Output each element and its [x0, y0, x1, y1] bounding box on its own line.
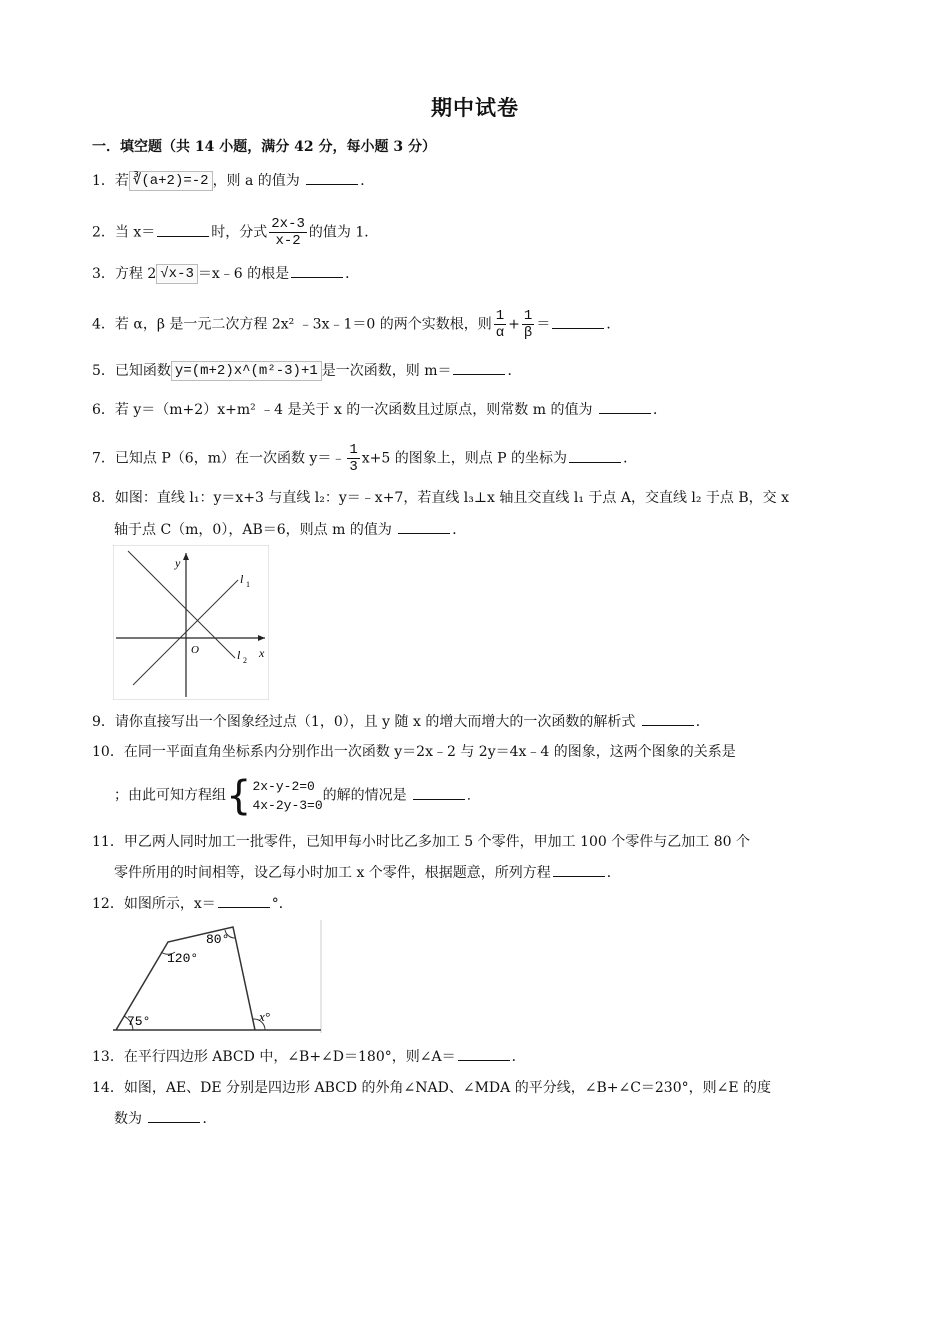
origin-label: O — [191, 644, 199, 656]
figure-8-graph — [113, 545, 269, 700]
question-6: 6．若 y＝（m+2）x+m² ﹣4 是关于 x 的一次函数且过原点，则常数 m 的值为 ． — [92, 399, 667, 420]
question-14-line2: 数为 ． — [114, 1108, 216, 1129]
l1-label: l — [240, 572, 244, 586]
svg-text:2: 2 — [243, 656, 247, 665]
q1-number: 1． — [92, 173, 115, 189]
question-13: 13．在平行四边形 ABCD 中，∠B+∠D＝180°，则∠A＝ ． — [92, 1046, 526, 1067]
q11-blank[interactable] — [553, 862, 605, 877]
q4-fraction-beta: $\frac{1}{\beta}$ — [523, 308, 533, 341]
q12-blank[interactable] — [218, 893, 270, 908]
question-11: 11．甲乙两人同时加工一批零件，已知甲每小时比乙多加工 5 个零件，甲加工 100 个零件与乙加工 80 个 — [92, 834, 750, 850]
q7-fraction: $\frac{1}{3}$ — [349, 442, 358, 475]
q1-equation: ∛(a+2)=-2 — [129, 171, 213, 191]
q3-radical: √x-3 — [156, 264, 198, 284]
q6-blank[interactable] — [599, 399, 651, 414]
question-1: 1．若 ∛(a+2)=-2 ，则 a 的值为 ． — [92, 170, 374, 191]
question-8-line2: 轴于点 C（m，0），AB＝6，则点 m 的值为 ． — [114, 519, 466, 540]
q1-blank[interactable] — [306, 170, 358, 185]
question-14: 14．如图，AE、DE 分别是四边形 ABCD 的外角∠NAD、∠MDA 的平分线，∠B+∠C＝230°，则∠E 的度 — [92, 1080, 772, 1096]
angle-75: 75° — [127, 1014, 151, 1029]
x-label: x — [259, 646, 265, 660]
question-12: 12．如图所示，x＝ °． — [92, 893, 293, 914]
question-7: 7．已知点 P（6，m）在一次函数 y＝﹣ $\frac{1}{3}$ x+5 的图象上，则点 P 的坐标为 ． — [92, 442, 638, 475]
question-11-line2: 零件所用的时间相等，设乙每小时加工 x 个零件，根据题意，所列方程 ． — [114, 862, 621, 883]
question-10: 10．在同一平面直角坐标系内分别作出一次函数 y＝2x﹣2 与 2y＝4x﹣4 的图象，这两个图象的关系是 — [92, 744, 736, 760]
q4-fraction-alpha: $\frac{1}{\alpha}$ — [495, 308, 505, 341]
q1-post: ，则 a 的值为 — [212, 173, 300, 189]
question-10-line2: ；由此可知方程组 { 2x-y-2=0 4x-2y-3=0 的解的情况是 ． — [114, 773, 480, 819]
q2-blank[interactable] — [157, 222, 209, 237]
q13-blank[interactable] — [458, 1046, 510, 1061]
l2-label: l — [237, 648, 241, 662]
angle-x: x° — [259, 1009, 270, 1024]
angle-80: 80° — [206, 932, 230, 947]
question-4: 4．若 α，β 是一元二次方程 2x² ﹣3x﹣1＝0 的两个实数根，则 $\frac{1}{\alpha}$ + $\frac{1}{\beta}$ ＝ ． — [92, 308, 621, 341]
q1-pre: 若 — [114, 173, 129, 189]
angle-120: 120° — [167, 951, 199, 966]
question-2: 2．当 x＝ 时，分式 $\frac{2x-3}{x-2}$ 的值为 1． — [92, 216, 379, 249]
q3-blank[interactable] — [291, 263, 343, 278]
question-3: 3．方程 2 √x-3 ＝x﹣6 的根是 ． — [92, 263, 359, 284]
section-heading: 一．填空题（共 14 小题，满分 42 分，每小题 3 分） — [92, 139, 436, 155]
q2-fraction: $\frac{2x-3}{x-2}$ — [271, 216, 305, 249]
question-5: 5．已知函数 y=(m+2)x^(m²-3)+1 是一次函数，则 m＝ ． — [92, 360, 521, 381]
q14-blank[interactable] — [148, 1108, 200, 1123]
q9-blank[interactable] — [642, 711, 694, 726]
page-title: 期中试卷 — [431, 95, 519, 120]
question-8: 8．如图：直线 l₁：y＝x+3 与直线 l₂：y＝﹣x+7，若直线 l₃⊥x 轴且交直线 l₁ 于点 A，交直线 l₂ 于点 B，交 x — [92, 490, 790, 506]
question-9: 9．请你直接写出一个图象经过点（1，0），且 y 随 x 的增大而增大的一次函数的解析式 ． — [92, 711, 710, 732]
q5-blank[interactable] — [453, 360, 505, 375]
q5-function: y=(m+2)x^(m²-3)+1 — [171, 361, 322, 381]
q10-equation-system: { 2x-y-2=0 4x-2y-3=0 — [226, 773, 323, 819]
q4-blank[interactable] — [552, 314, 604, 329]
y-label: y — [175, 556, 181, 570]
q10-blank[interactable] — [413, 785, 465, 800]
q7-blank[interactable] — [569, 448, 621, 463]
q8-blank[interactable] — [398, 519, 450, 534]
svg-text:1: 1 — [246, 580, 250, 589]
figure-12-quadrilateral — [113, 920, 323, 1035]
